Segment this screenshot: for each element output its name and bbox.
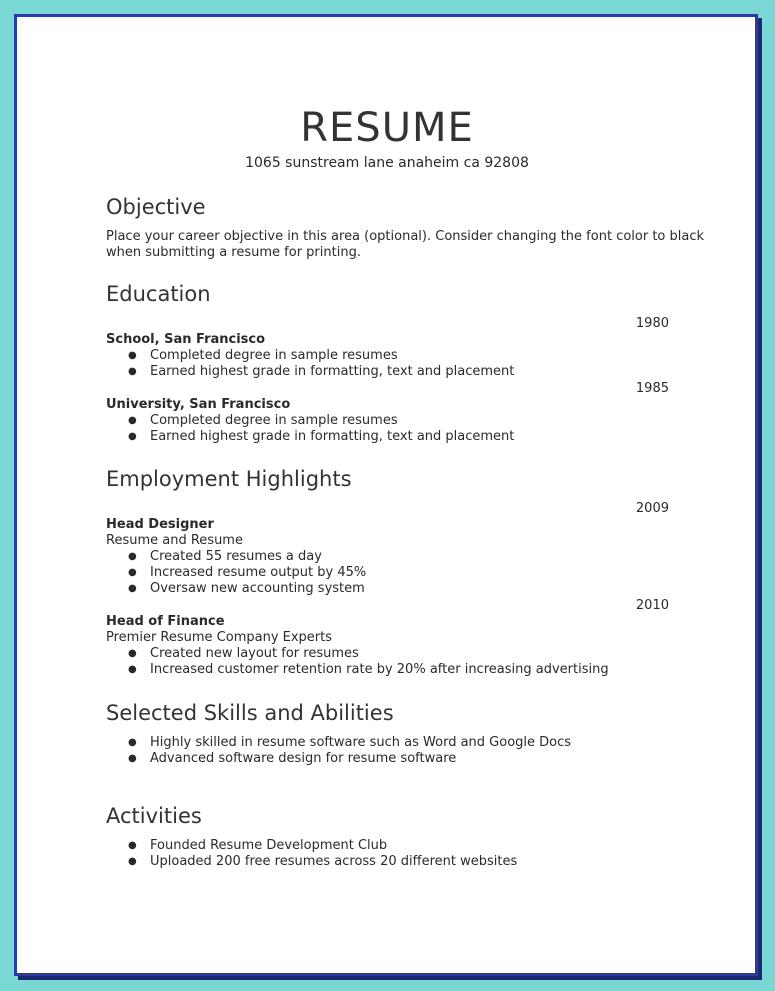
employment-company-2: Premier Resume Company Experts (106, 630, 333, 645)
resume-title: RESUME (300, 105, 474, 151)
objective-heading: Objective (106, 195, 206, 219)
bullet-icon: ● (128, 366, 137, 377)
employment-year-2: 2010 (635, 598, 669, 613)
address-line: 1065 sunstream lane anaheim ca 92808 (245, 155, 529, 171)
objective-text-line-2: when submitting a resume for printing. (106, 245, 361, 260)
objective-text-line-1: Place your career objective in this area (optional). Consider changing the font color to black (106, 229, 705, 244)
education-heading: Education (106, 282, 211, 306)
skills-heading: Selected Skills and Abilities (106, 701, 394, 725)
resume-document (14, 14, 758, 976)
bullet-icon: ● (128, 583, 137, 594)
bullet-icon: ● (128, 840, 137, 851)
employment-heading: Employment Highlights (106, 467, 352, 491)
education-school-2: University, San Francisco (106, 397, 291, 412)
employment-year-1: 2009 (635, 501, 669, 516)
bullet-icon: ● (128, 431, 137, 442)
bullet-icon: ● (128, 567, 137, 578)
activities-heading: Activities (106, 804, 202, 828)
bullet-icon: ● (128, 664, 137, 675)
bullet-icon: ● (128, 648, 137, 659)
bullet-icon: ● (128, 551, 137, 562)
bullet-icon: ● (128, 415, 137, 426)
education-year-2: 1985 (635, 381, 669, 396)
education-year-1: 1980 (635, 316, 669, 331)
bullet-icon: ● (128, 350, 137, 361)
education-school-1: School, San Francisco (106, 332, 266, 347)
employment-role-1: Head Designer (106, 517, 214, 532)
bullet-icon: ● (128, 753, 137, 764)
employment-role-2: Head of Finance (106, 614, 225, 629)
resume-content: RESUME 1065 sunstream lane anaheim ca 92808 Objective Place your career objective in this area (optional). Consider changing the font color to black when submitting a resume for printing. Education 1980 School, San Francisco ● Completed degree in sample resumes ● Earned highest grade in formatting, text and placement 1985 University, San Francisco ● Completed degree in sample resumes ● Earned highest grade in formatting, text and placement Employment Highlights 2009 Head Designer Resume and Resume ● Created 55 resumes a day ● Increased resume output by 45% ● Oversaw new accounting system 2010 Head of Finance Premier Resume Company Experts ● Created new layout for resumes ● Increased customer retention rate by 20% after increasing advertising Selected Skills and Abilities ● Highly skilled in resume software such as Word and Google Docs ● Advanced software design for resume software Activities ● Founded Resume Development Club ● Uploaded 200 free resumes across 20 different websites (17, 17, 761, 979)
employment-company-1: Resume and Resume (106, 533, 243, 548)
bullet-icon: ● (128, 737, 137, 748)
bullet-icon: ● (128, 856, 137, 867)
